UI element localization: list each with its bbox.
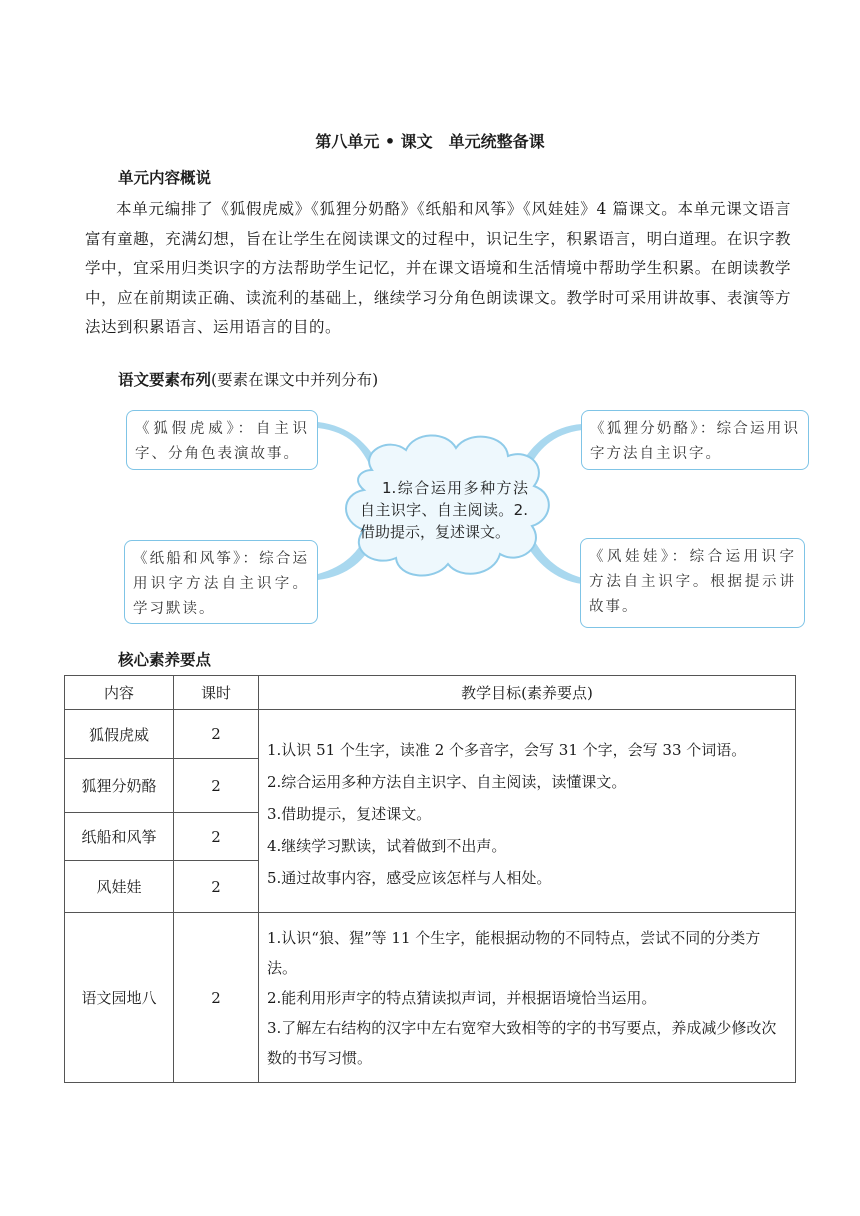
elements-heading-note: (要素在课文中并列分布) bbox=[211, 371, 379, 389]
table-row bbox=[65, 710, 796, 759]
goals-cell-garden bbox=[259, 913, 796, 1083]
row-hours: 2 bbox=[174, 710, 259, 759]
overview-paragraph: 本单元编排了《狐假虎威》《狐狸分奶酪》《纸船和风筝》《风娃娃》4 篇课文。本单元课文语言富有童趣，充满幻想，旨在让学生在阅读课文的过程中，识记生字，积累语言，明白道理。在识字教学中，宜采用归类识字的方法帮助学生记忆，并在课文语境和生活情境中帮助学生积累。在朗读教学中，应在前期读正确、读流利的基础上，继续学习分角色朗读课文。教学时可采用讲故事、表演等方法达到积累语言、运用语言的目的。 bbox=[85, 200, 791, 336]
header-hours: 课时 bbox=[174, 676, 259, 710]
row-content: 风娃娃 bbox=[65, 861, 174, 913]
element-box-1: 《狐假虎威》：自主识字、分角色表演故事。 bbox=[126, 410, 318, 470]
row-hours: 2 bbox=[174, 813, 259, 861]
goal-item: 1.认识 51 个生字，读准 2 个多音字，会写 31 个字，会写 33 个词语。 bbox=[267, 741, 747, 759]
element-box-3: 《纸船和风筝》：综合运用识字方法自主识字。学习默读。 bbox=[124, 540, 318, 624]
element-box-2: 《狐狸分奶酪》：综合运用识字方法自主识字。 bbox=[581, 410, 809, 470]
goal-item: 2.综合运用多种方法自主识字、自主阅读，读懂课文。 bbox=[267, 773, 627, 791]
row-content: 语文园地八 bbox=[65, 913, 174, 1083]
goal-item: 5.通过故事内容，感受应该怎样与人相处。 bbox=[267, 869, 552, 887]
table-header-row bbox=[65, 676, 796, 710]
center-cloud-text: 1.综合运用多种方法自主识字、自主阅读。2.借助提示，复述课文。 bbox=[360, 479, 528, 541]
goal-item: 3.借助提示，复述课文。 bbox=[267, 805, 432, 823]
row-content: 纸船和风筝 bbox=[65, 813, 174, 861]
element-box-4: 《风娃娃》：综合运用识字方法自主识字。根据提示讲故事。 bbox=[580, 538, 805, 628]
row-hours: 2 bbox=[174, 913, 259, 1083]
elements-heading-label: 语文要素布列 bbox=[118, 371, 212, 389]
row-hours: 2 bbox=[174, 759, 259, 813]
goal-item: 3.了解左右结构的汉字中左右宽窄大致相等的字的书写要点，养成减少修改次数的书写习惯。 bbox=[267, 1018, 777, 1067]
goal-item: 2.能利用形声字的特点猜读拟声词，并根据语境恰当运用。 bbox=[267, 988, 657, 1007]
header-content: 内容 bbox=[65, 676, 174, 710]
goal-item: 4.继续学习默读，试着做到不出声。 bbox=[267, 837, 507, 855]
header-goals: 教学目标(素养要点) bbox=[259, 676, 796, 710]
page-title: 第八单元 • 课文 单元统整备课 bbox=[315, 132, 545, 151]
row-content: 狐狸分奶酪 bbox=[65, 759, 174, 813]
row-hours: 2 bbox=[174, 861, 259, 913]
table-row bbox=[65, 913, 796, 1083]
overview-heading: 单元内容概说 bbox=[118, 169, 212, 187]
core-heading: 核心素养要点 bbox=[118, 651, 212, 669]
goal-item: 1.认识“狼、猩”等 11 个生字，能根据动物的不同特点，尝试不同的分类方法。 bbox=[267, 928, 761, 977]
elements-heading bbox=[118, 368, 378, 390]
goals-cell-lessons bbox=[259, 710, 796, 913]
row-content: 狐假虎威 bbox=[65, 710, 174, 759]
core-table bbox=[64, 675, 796, 1083]
